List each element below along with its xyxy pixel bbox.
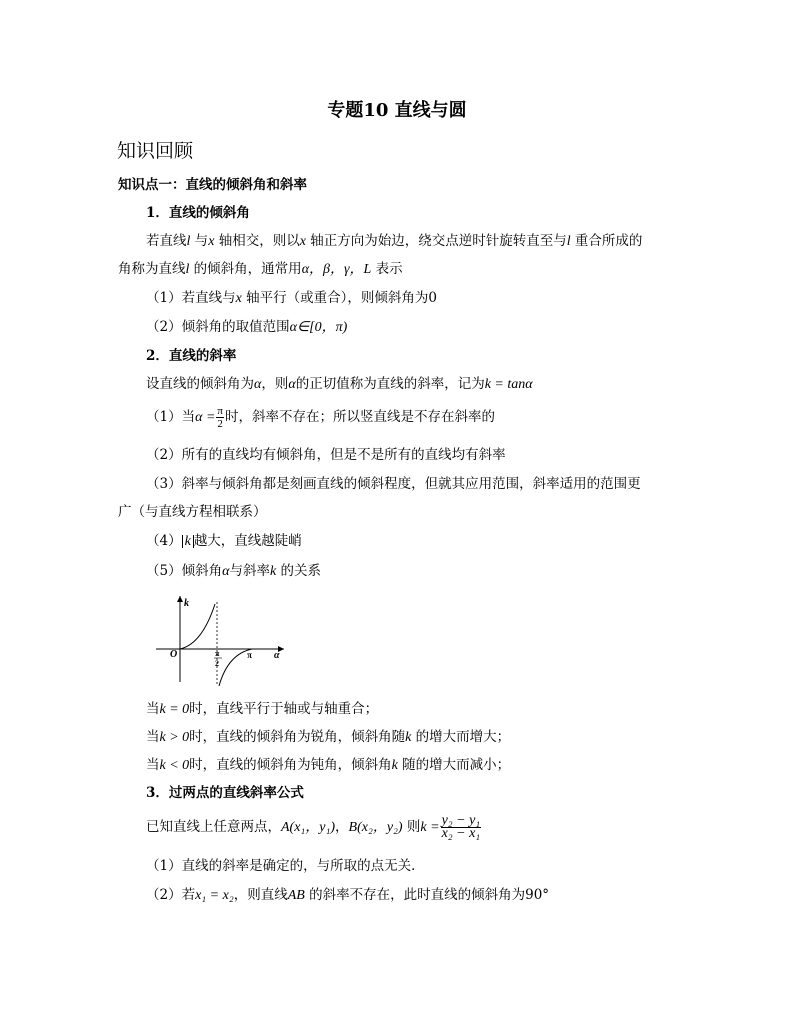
list-item: （5）倾斜角α与斜率k 的关系 xyxy=(146,563,321,579)
graph-pi-num: π xyxy=(215,649,220,658)
list-item: （1）当α = $\frac{\pi}{2}$ 时，斜率不存在；所以竖直线是不存在斜率的 xyxy=(146,405,495,430)
list-item: （3）斜率与倾斜角都是刻画直线的倾斜程度，但就其应用范围，斜率适用的范围更 xyxy=(146,476,641,492)
fraction-pi-over-2: $\frac{\pi}{2}$ xyxy=(217,405,223,430)
graph-pi-label: π xyxy=(247,650,252,660)
slope-angle-graph xyxy=(150,592,290,688)
list-item: （1）若直线与x 轴平行（或重合），则倾斜角为0 xyxy=(146,290,437,306)
graph-pi-den: 2 xyxy=(215,659,219,668)
page-title: 专题10 直线与圆 xyxy=(327,100,467,121)
list-item: （4） k 越大，直线越陡峭 xyxy=(146,533,302,549)
paragraph-line: 当k < 0时，直线的倾斜角为钝角，倾斜角k 随的增大而减小； xyxy=(146,757,511,773)
fraction-slope-formula: $\frac{\text{y₂ − y₁}}{\text{x₂ − x₁}}$ xyxy=(441,813,481,841)
paragraph-line: 已知直线上任意两点，A(x₁，y₁)，B(x₂，y₂) 则k = $\frac{\text{y₂ − y₁}}{\text{x₂ − x₁}}$ xyxy=(146,813,481,841)
paragraph-line: 若直线l 与x 轴相交，则以x 轴正方向为始边，绕交点逆时针旋转直至与l 重合所成的 xyxy=(146,233,643,249)
subheading-inclination: 1．直线的倾斜角 xyxy=(146,205,250,221)
subheading-slope: 2．直线的斜率 xyxy=(146,348,237,364)
graph-k-label: k xyxy=(184,598,189,609)
paragraph-line: 设直线的倾斜角为α，则α的正切值称为直线的斜率，记为k = tanα xyxy=(146,376,533,392)
section-heading: 知识回顾 xyxy=(117,140,194,162)
list-item: （2）倾斜角的取值范围α∈[0，π) xyxy=(146,319,348,335)
list-item-continuation: 广（与直线方程相联系） xyxy=(118,504,267,520)
graph-alpha-label: α xyxy=(274,650,280,661)
curve-acute xyxy=(180,604,215,649)
paragraph-line: 当k > 0时，直线的倾斜角为锐角，倾斜角随k 的增大而增大； xyxy=(146,729,511,745)
y-axis-arrow xyxy=(177,596,183,602)
list-item: （1）直线的斜率是确定的，与所取的点无关． xyxy=(146,858,425,874)
list-item: （2）若x₁ = x₂，则直线AB 的斜率不存在，此时直线的倾斜角为90° xyxy=(146,887,550,903)
subheading-two-point-slope: 3．过两点的直线斜率公式 xyxy=(146,785,304,801)
knowledge-point-heading: 知识点一：直线的倾斜角和斜率 xyxy=(118,177,307,193)
paragraph-line: 当k = 0时，直线平行于轴或与轴重合； xyxy=(146,701,379,717)
graph-origin-label: O xyxy=(170,649,178,660)
list-item: （2）所有的直线均有倾斜角，但是不是所有的直线均有斜率 xyxy=(146,447,506,463)
paragraph-line: 角称为直线l 的倾斜角，通常用α，β，γ，L 表示 xyxy=(118,261,403,277)
